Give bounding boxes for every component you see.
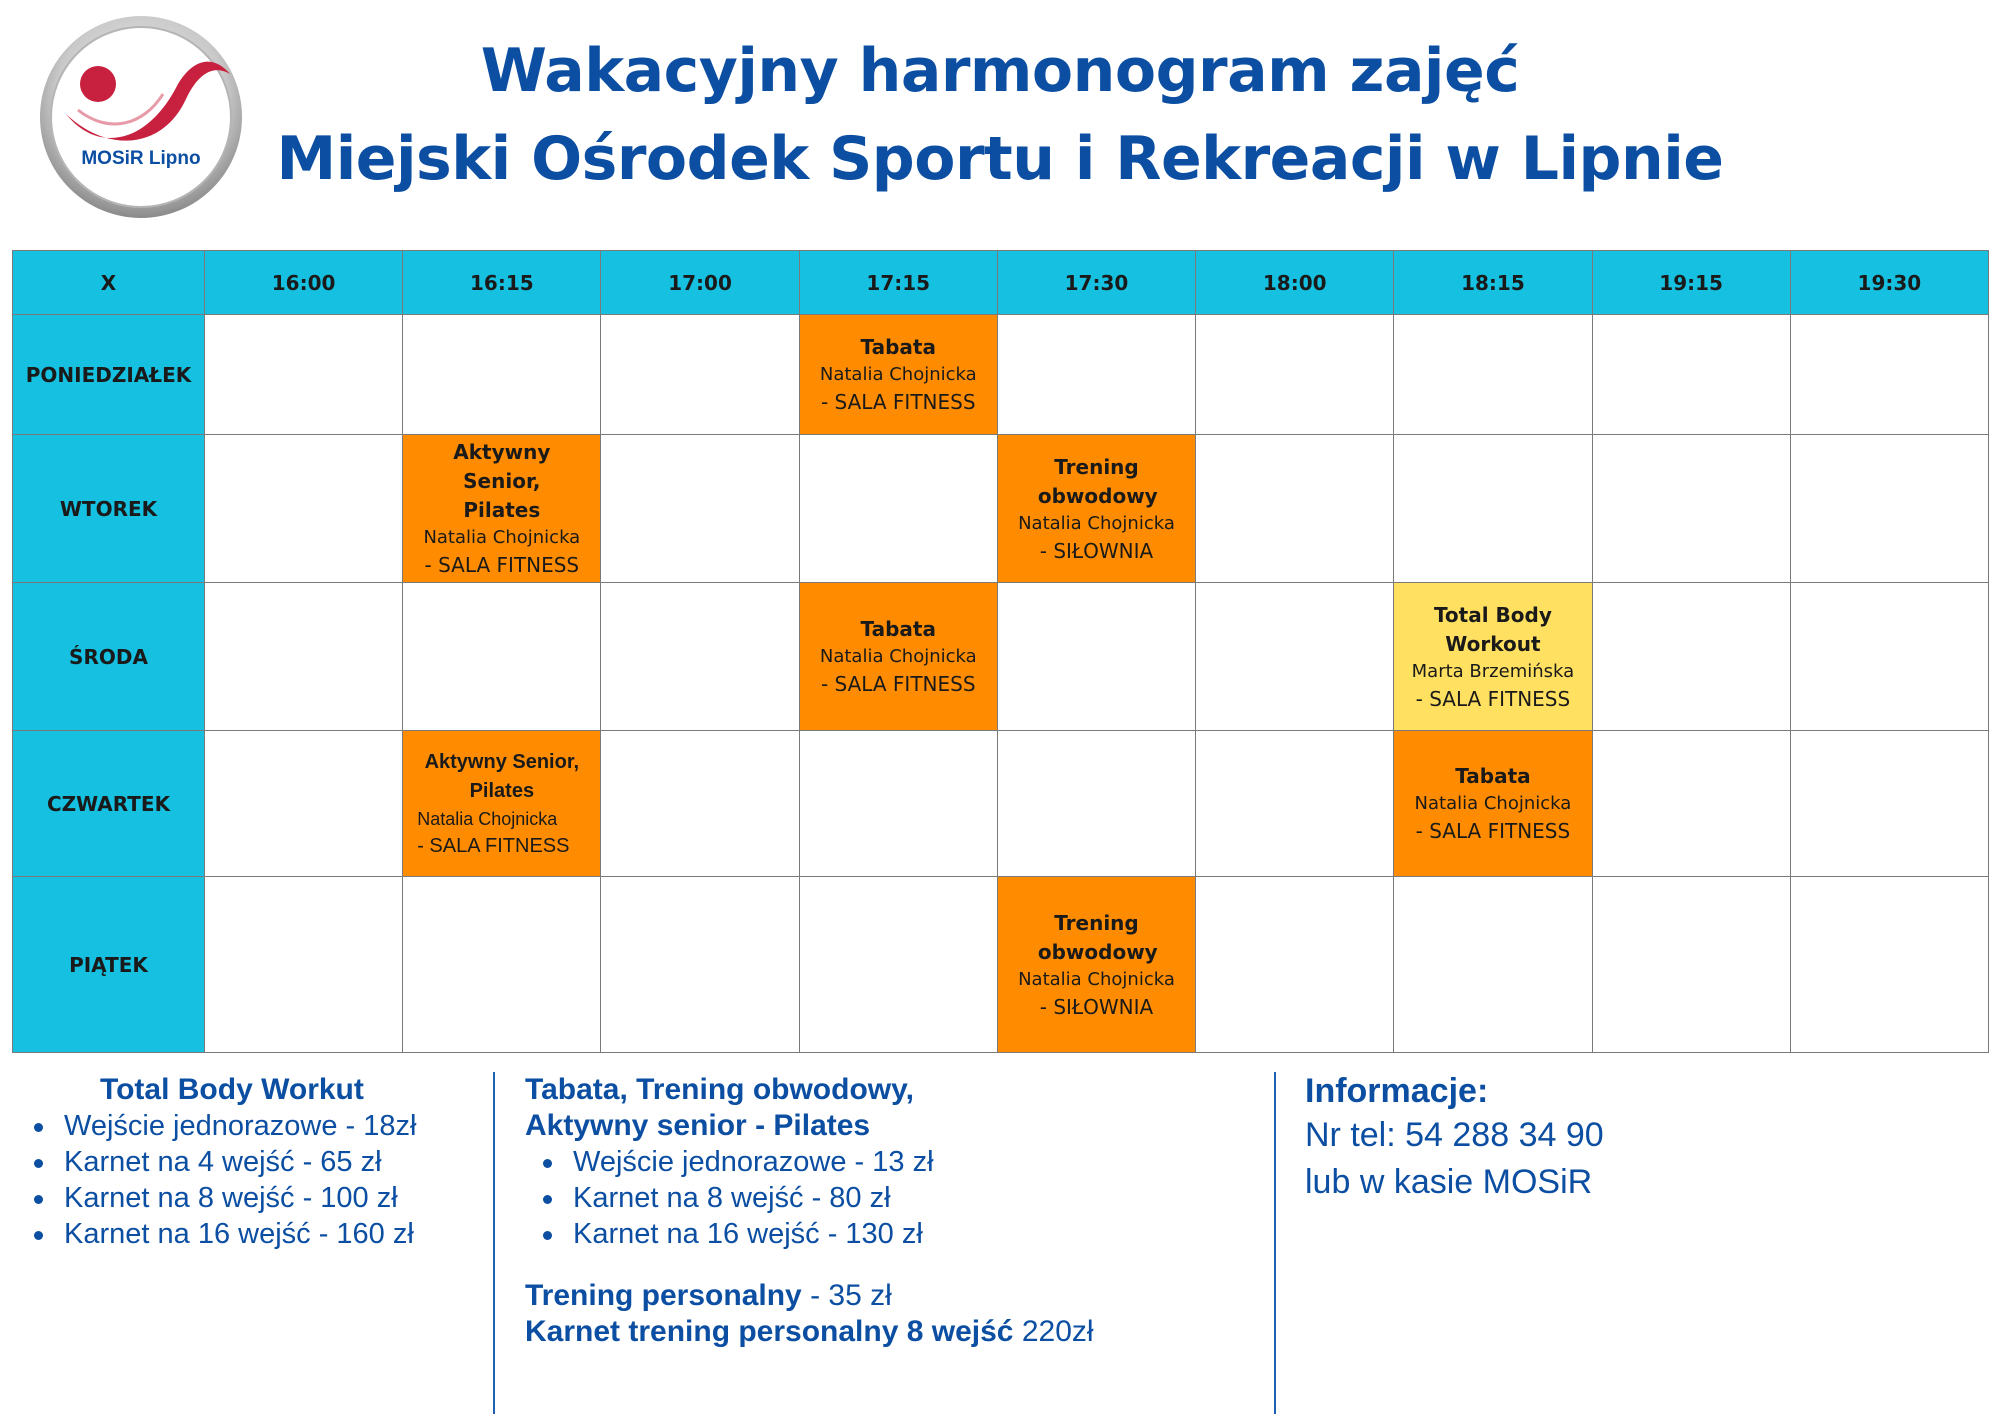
schedule-row-thursday [13, 731, 1989, 877]
other-pricing-title: Tabata, Trening obwodowy, [525, 1073, 914, 1106]
class-name: Tabata [860, 335, 936, 359]
class-room: - SALA FITNESS [1415, 686, 1571, 711]
class-trainer: Natalia Chojnicka [417, 808, 558, 829]
price-item: Karnet na 16 wejść - 160 zł [26, 1216, 476, 1252]
class-name: Trening obwodowy [1037, 910, 1158, 964]
time-header: 19:30 [1790, 251, 1988, 315]
empty-slot [1196, 731, 1394, 877]
empty-slot [205, 435, 403, 583]
class-room: - SALA FITNESS [424, 553, 580, 577]
empty-slot [403, 315, 601, 435]
schedule-row-friday [13, 877, 1989, 1053]
info-desk: lub w kasie MOSiR [1305, 1163, 1593, 1201]
class-trainer: Natalia Chojnicka [1018, 968, 1175, 990]
empty-slot [601, 315, 799, 435]
class-name: Trening obwodowy [1037, 454, 1158, 508]
empty-slot [1592, 435, 1790, 583]
class-slot [403, 435, 601, 583]
day-label: ŚRODA [13, 583, 205, 731]
empty-slot [601, 877, 799, 1053]
class-room: - SIŁOWNIA [1039, 994, 1154, 1019]
class-slot [997, 877, 1195, 1053]
time-header: 16:15 [403, 251, 601, 315]
price-item: Karnet na 8 wejść - 100 zł [26, 1180, 476, 1216]
class-name: Tabata [1455, 764, 1531, 788]
personal-pass-price: 220zł [1013, 1315, 1094, 1348]
personal-training [525, 1278, 1225, 1314]
class-room: - SALA FITNESS [820, 390, 976, 414]
empty-slot [1592, 583, 1790, 731]
price-item: Wejście jednorazowe - 18zł [26, 1108, 476, 1144]
empty-slot [403, 877, 601, 1053]
other-pricing-title-2: Aktywny senior - Pilates [525, 1109, 871, 1142]
empty-slot [1196, 315, 1394, 435]
contact-info [1305, 1070, 1955, 1206]
class-slot [799, 315, 997, 435]
class-name: Total Body Workout [1433, 602, 1552, 656]
personal-pass-label: Karnet trening personalny 8 wejść [525, 1315, 1014, 1348]
empty-slot [1592, 731, 1790, 877]
empty-slot [799, 731, 997, 877]
price-item: Wejście jednorazowe - 13 zł [535, 1144, 1225, 1180]
class-room: - SALA FITNESS [820, 672, 976, 696]
time-header: 19:15 [1592, 251, 1790, 315]
empty-slot [1790, 877, 1988, 1053]
class-trainer: Natalia Chojnicka [819, 646, 977, 667]
time-header: 17:30 [997, 251, 1195, 315]
class-trainer: Natalia Chojnicka [1414, 793, 1572, 814]
empty-slot [1394, 877, 1592, 1053]
schedule-row-monday [13, 315, 1989, 435]
tbw-price-list [26, 1108, 476, 1252]
empty-slot [205, 877, 403, 1053]
class-trainer: Marta Brzemińska [1411, 660, 1575, 682]
empty-slot [601, 435, 799, 583]
other-pricing [525, 1072, 1225, 1350]
tbw-pricing-title: Total Body Workut [100, 1073, 364, 1106]
empty-slot [601, 583, 799, 731]
day-label: PONIEDZIAŁEK [13, 315, 205, 435]
schedule-table [12, 250, 1989, 1053]
column-divider [493, 1072, 495, 1414]
price-item: Karnet na 8 wejść - 80 zł [535, 1180, 1225, 1216]
info-phone: Nr tel: 54 288 34 90 [1305, 1116, 1604, 1154]
empty-slot [997, 583, 1195, 731]
empty-slot [1592, 877, 1790, 1053]
page-title: Wakacyjny harmonogram zajęć [480, 36, 1520, 106]
class-slot [1394, 731, 1592, 877]
column-divider [1274, 1072, 1276, 1414]
schedule-header-row [13, 251, 1989, 315]
time-header: 17:15 [799, 251, 997, 315]
class-trainer: Natalia Chojnicka [819, 364, 977, 385]
class-room: - SALA FITNESS [417, 834, 570, 857]
empty-slot [799, 877, 997, 1053]
empty-slot [1790, 731, 1988, 877]
personal-pass [525, 1314, 1225, 1350]
class-slot [997, 435, 1195, 583]
empty-slot [1790, 583, 1988, 731]
time-header: 18:15 [1394, 251, 1592, 315]
time-header: 16:00 [205, 251, 403, 315]
class-slot [403, 731, 601, 877]
personal-training-label: Trening personalny [525, 1279, 802, 1312]
empty-slot [1790, 315, 1988, 435]
tbw-pricing [26, 1072, 476, 1252]
corner-cell: X [13, 251, 205, 315]
empty-slot [601, 731, 799, 877]
empty-slot [997, 731, 1195, 877]
empty-slot [1394, 435, 1592, 583]
schedule-row-tuesday [13, 435, 1989, 583]
personal-training-price: - 35 zł [801, 1279, 892, 1312]
empty-slot [1790, 435, 1988, 583]
empty-slot [205, 583, 403, 731]
class-name: Aktywny Senior, Pilates [453, 440, 551, 522]
empty-slot [205, 731, 403, 877]
class-room: - SALA FITNESS [1415, 819, 1571, 843]
time-header: 18:00 [1196, 251, 1394, 315]
page-subtitle: Miejski Ośrodek Sportu i Rekreacji w Lipnie [276, 124, 1724, 194]
class-name: Aktywny Senior, Pilates [424, 750, 580, 802]
class-room: - SIŁOWNIA [1039, 538, 1154, 563]
price-item: Karnet na 16 wejść - 130 zł [535, 1216, 1225, 1252]
empty-slot [799, 435, 997, 583]
class-trainer: Natalia Chojnicka [1018, 512, 1175, 534]
schedule-row-wednesday [13, 583, 1989, 731]
empty-slot [205, 315, 403, 435]
class-slot [799, 583, 997, 731]
empty-slot [1196, 583, 1394, 731]
empty-slot [403, 583, 601, 731]
empty-slot [1196, 435, 1394, 583]
empty-slot [1592, 315, 1790, 435]
day-label: CZWARTEK [13, 731, 205, 877]
price-item: Karnet na 4 wejść - 65 zł [26, 1144, 476, 1180]
empty-slot [1394, 315, 1592, 435]
empty-slot [1196, 877, 1394, 1053]
day-label: WTOREK [13, 435, 205, 583]
time-header: 17:00 [601, 251, 799, 315]
class-name: Tabata [860, 617, 936, 641]
other-price-list [535, 1144, 1225, 1252]
svg-text:MOSiR Lipno: MOSiR Lipno [81, 148, 201, 169]
class-trainer: Natalia Chojnicka [423, 527, 581, 548]
info-title: Informacje: [1305, 1072, 1489, 1110]
empty-slot [997, 315, 1195, 435]
class-slot [1394, 583, 1592, 731]
day-label: PIĄTEK [13, 877, 205, 1053]
